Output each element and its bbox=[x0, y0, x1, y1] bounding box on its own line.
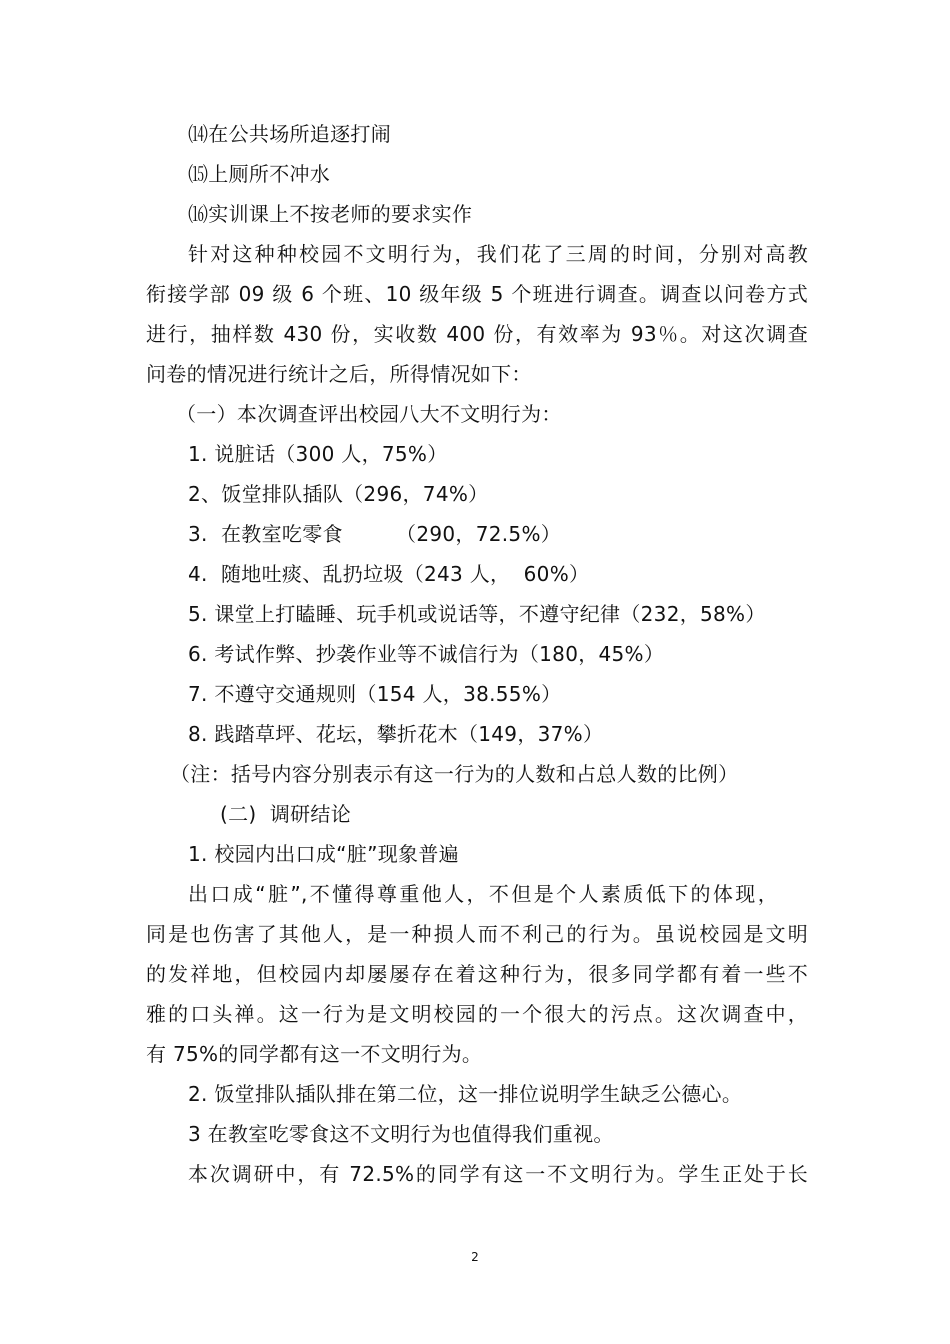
section-heading: (二) 调研结论 bbox=[220, 802, 352, 826]
paragraph-line: 衔接学部 09 级 6 个班、10 级年级 5 个班进行调查。调查以问卷方式 bbox=[146, 282, 808, 306]
paragraph-line: 进行，抽样数 430 份，实收数 400 份，有效率为 93％。对这次调查 bbox=[146, 322, 808, 346]
paragraph-line: 有 75%的同学都有这一不文明行为。 bbox=[146, 1042, 483, 1066]
subheading: 2. 饭堂排队插队排在第二位，这一排位说明学生缺乏公德心。 bbox=[188, 1082, 743, 1106]
list-item-15: ⒂上厕所不冲水 bbox=[188, 162, 331, 186]
ranking-item-7: 7. 不遵守交通规则（154 人，38.55%） bbox=[188, 682, 562, 706]
paragraph-line: 的发祥地，但校园内却屡屡存在着这种行为，很多同学都有着一些不 bbox=[146, 962, 808, 986]
ranking-item-3: 3. 在教室吃零食 （290，72.5%） bbox=[188, 522, 562, 546]
paragraph-line: 针对这种种校园不文明行为，我们花了三周的时间，分别对高教 bbox=[188, 242, 808, 266]
list-item-16: ⒃实训课上不按老师的要求实作 bbox=[188, 202, 473, 226]
ranking-item-8: 8. 践踏草坪、花坛，攀折花木（149，37%） bbox=[188, 722, 604, 746]
subheading: 3 在教室吃零食这不文明行为也值得我们重视。 bbox=[188, 1122, 614, 1146]
paragraph-line: 雅的口头禅。这一行为是文明校园的一个很大的污点。这次调查中， bbox=[146, 1002, 808, 1026]
paragraph-line: 出口成“脏”,不懂得尊重他人，不但是个人素质低下的体现， bbox=[188, 882, 778, 906]
paragraph-line: 问卷的情况进行统计之后，所得情况如下： bbox=[146, 362, 532, 386]
section-heading: （一）本次调查评出校园八大不文明行为： bbox=[176, 402, 562, 426]
ranking-item-1: 1. 说脏话（300 人，75%） bbox=[188, 442, 448, 466]
paragraph-line: 同是也伤害了其他人，是一种损人而不利己的行为。虽说校园是文明 bbox=[146, 922, 808, 946]
paragraph-line: 本次调研中，有 72.5%的同学有这一不文明行为。学生正处于长 bbox=[188, 1162, 808, 1186]
list-item-14: ⒁在公共场所追逐打闹 bbox=[188, 122, 391, 146]
subheading: 1. 校园内出口成“脏”现象普遍 bbox=[188, 842, 459, 866]
ranking-note: （注：括号内容分别表示有这一行为的人数和占总人数的比例） bbox=[170, 762, 739, 786]
ranking-item-2: 2、饭堂排队插队（296，74%） bbox=[188, 482, 489, 506]
ranking-item-4: 4. 随地吐痰、乱扔垃圾（243 人， 60%） bbox=[188, 562, 590, 586]
ranking-item-6: 6. 考试作弊、抄袭作业等不诚信行为（180，45%） bbox=[188, 642, 665, 666]
page-number: 2 bbox=[471, 1250, 479, 1264]
ranking-item-5: 5. 课堂上打瞌睡、玩手机或说话等，不遵守纪律（232，58%） bbox=[188, 602, 766, 626]
